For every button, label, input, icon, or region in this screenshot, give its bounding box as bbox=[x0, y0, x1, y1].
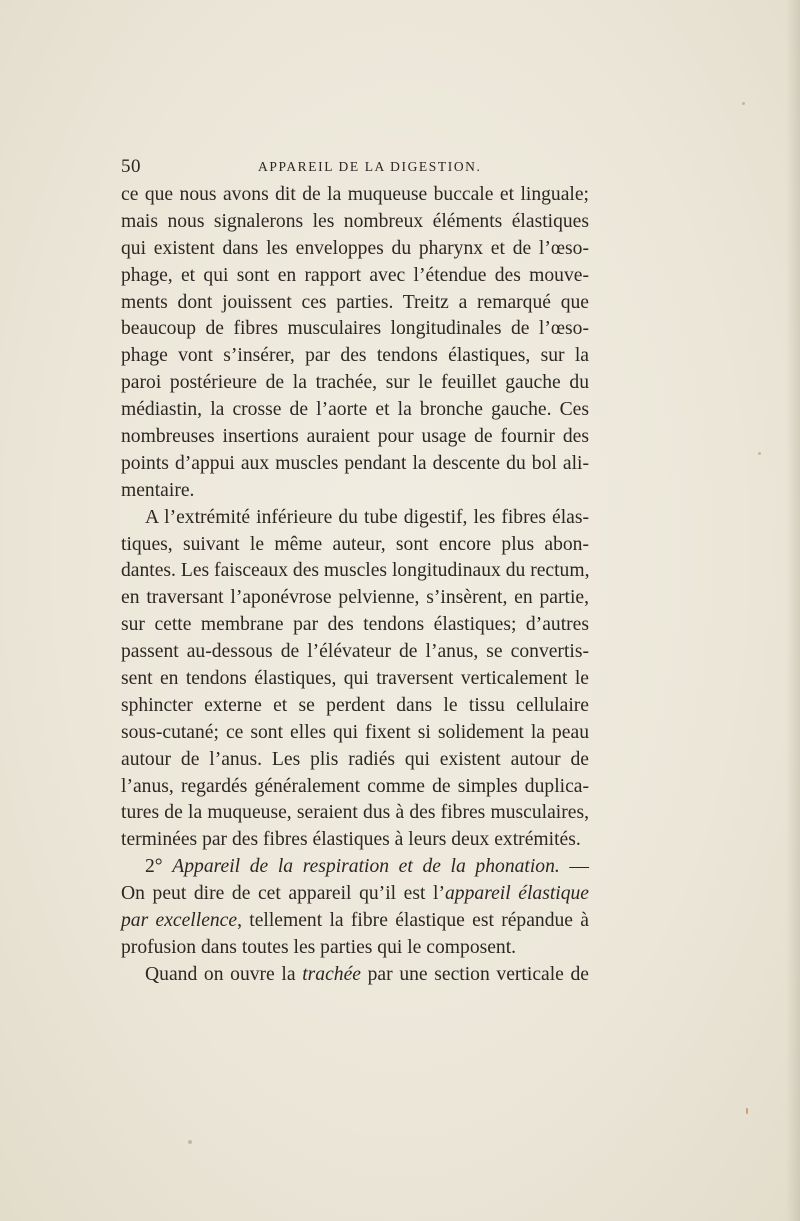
italic-phrase: appareil élastique bbox=[445, 883, 589, 905]
text-line: dantes. Les faisceaux des muscles longitudinaux du rectum, bbox=[121, 560, 590, 582]
text-line: médiastin, la crosse de l’aorte et la bronche gauche. Ces bbox=[121, 399, 589, 421]
text-line: profusion dans toutes les parties qui le composent. bbox=[121, 936, 517, 958]
text-line: ments dont jouissent ces parties. Treitz a remarqué que bbox=[121, 291, 589, 313]
text-line bbox=[121, 908, 589, 935]
text-segment: par une section verticale de bbox=[360, 963, 590, 985]
page-edge-shadow bbox=[786, 0, 800, 1221]
text-line: A l’extrémité inférieure du tube digestif, les fibres élas- bbox=[145, 506, 589, 528]
text-line: en traversant l’aponévrose pelvienne, s’insèrent, en partie, bbox=[121, 587, 589, 609]
text-line: beaucoup de fibres musculaires longitudinales de l’œso- bbox=[121, 318, 589, 340]
text-segment: , tellement la fibre élastique est répandue à bbox=[237, 910, 589, 932]
italic-phrase: par excellence bbox=[121, 910, 238, 932]
text-line bbox=[121, 962, 589, 989]
text-segment: On peut dire de cet appareil qu’il est l’ bbox=[121, 883, 445, 905]
paper-speck bbox=[742, 102, 745, 105]
page-number: 50 bbox=[121, 156, 141, 177]
text-line bbox=[121, 881, 589, 908]
text-line: terminées par des fibres élastiques à leurs deux extrémités. bbox=[121, 829, 581, 851]
text-line: mais nous signalerons les nombreux éléments élastiques bbox=[121, 210, 589, 232]
text-line: paroi postérieure de la trachée, sur le feuillet gauche du bbox=[121, 372, 589, 394]
section-number: 2° bbox=[145, 856, 173, 878]
text-line: sphincter externe et se perdent dans le tissu cellulaire bbox=[121, 694, 589, 716]
text-line: tiques, suivant le même auteur, sont encore plus abon- bbox=[121, 533, 589, 555]
text-line: sent en tendons élastiques, qui traversent verticalement le bbox=[121, 668, 589, 690]
em-dash: — bbox=[559, 856, 590, 878]
text-line: ce que nous avons dit de la muqueuse buccale et linguale; bbox=[121, 184, 589, 205]
paper-speck bbox=[746, 1108, 748, 1114]
section-heading-line bbox=[121, 854, 589, 881]
running-title: APPAREIL DE LA DIGESTION. bbox=[258, 159, 482, 174]
text-line: l’anus, regardés généralement comme de simples duplica- bbox=[121, 775, 589, 797]
text-line: nombreuses insertions auraient pour usage de fournir des bbox=[121, 426, 589, 448]
text-line: passent au-dessous de l’élévateur de l’anus, se convertis- bbox=[121, 641, 589, 663]
text-line: sur cette membrane par des tendons élastiques; d’autres bbox=[121, 614, 589, 636]
text-line: phage vont s’insérer, par des tendons élastiques, sur la bbox=[121, 345, 589, 367]
text-line: autour de l’anus. Les plis radiés qui existent autour de bbox=[121, 748, 589, 770]
text-line: points d’appui aux muscles pendant la descente du bol ali- bbox=[121, 452, 589, 474]
text-line: qui existent dans les enveloppes du pharynx et de l’œso- bbox=[121, 237, 589, 259]
page-header bbox=[121, 156, 589, 178]
text-line: phage, et qui sont en rapport avec l’étendue des mouve- bbox=[121, 264, 589, 286]
body-text bbox=[121, 182, 589, 989]
text-segment: Quand on ouvre la bbox=[145, 963, 303, 985]
paper-speck bbox=[188, 1140, 192, 1144]
text-line: sous-cutané; ce sont elles qui fixent si solidement la peau bbox=[121, 721, 589, 743]
paper-speck bbox=[758, 452, 761, 455]
section-title: Appareil de la respiration et de la phonation. bbox=[172, 856, 560, 878]
text-line: mentaire. bbox=[121, 479, 195, 501]
text-line: tures de la muqueuse, seraient dus à des fibres musculaires, bbox=[121, 802, 589, 824]
italic-word: trachée bbox=[302, 963, 361, 985]
